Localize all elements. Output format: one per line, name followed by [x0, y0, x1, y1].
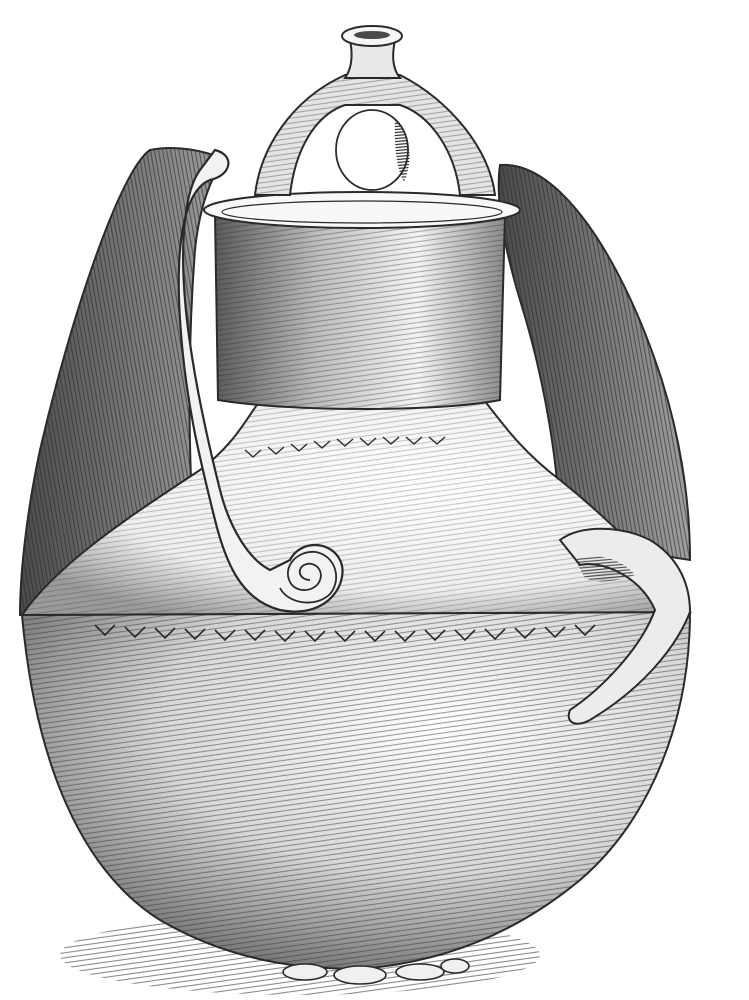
spout-mouth-inner [354, 31, 390, 39]
lid-collar-hatching [215, 215, 505, 409]
vessel-lower-body-hatching [22, 612, 690, 969]
